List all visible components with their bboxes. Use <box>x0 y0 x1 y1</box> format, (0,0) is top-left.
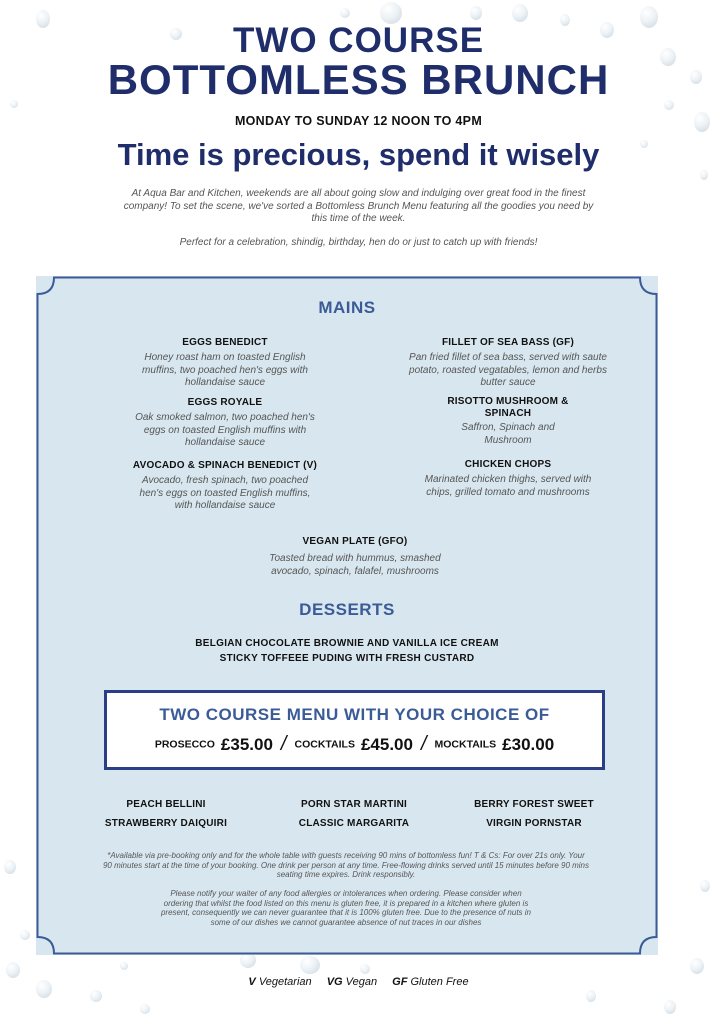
dish-avocado-spinach-benedict <box>110 460 340 513</box>
dessert-item: BELGIAN CHOCOLATE BROWNIE AND VANILLA ICE CREAM <box>195 638 499 649</box>
dish-description: Oak smoked salmon, two poached hen's eggs on toasted English muffins with hollandaise sauce <box>135 412 315 448</box>
intro-paragraph-2: Perfect for a celebration, shindig, birthday, hen do or just to catch up with friends! <box>179 237 538 248</box>
dish-name: FILLET OF SEA BASS (GF) <box>441 337 574 348</box>
desserts-title: DESSERTS <box>299 600 395 619</box>
dish-vegan-plate <box>230 536 480 578</box>
drink-item: CLASSIC MARGARITA <box>298 818 410 829</box>
pricing-box <box>104 690 605 770</box>
cocktails-price: £45.00 <box>360 734 413 754</box>
dish-description: Toasted bread with hummus, smashed avocado, spinach, falafel, mushrooms <box>269 553 441 577</box>
dish-description: Avocado, fresh spinach, two poached hen's eggs on toasted English muffins, with hollandaise sauce <box>139 475 311 511</box>
pricing-options <box>107 733 602 756</box>
legend-label: Vegetarian <box>258 976 312 988</box>
prosecco-price: £35.00 <box>220 734 273 754</box>
price-separator: / <box>420 733 427 755</box>
drink-item: PORN STAR MARTINI <box>301 799 407 810</box>
drink-item: STRAWBERRY DAIQUIRI <box>104 818 228 829</box>
mocktails-label: MOCKTAILS <box>434 738 497 751</box>
dish-name: EGGS BENEDICT <box>182 337 268 348</box>
dish-description: Honey roast ham on toasted English muffins, two poached hen's eggs with hollandaise sauce <box>142 352 308 388</box>
title-line-1: TWO COURSE <box>232 21 485 60</box>
dish-eggs-benedict <box>110 337 340 390</box>
mains-title: MAINS <box>318 298 376 317</box>
prosecco-label: PROSECCO <box>154 738 215 751</box>
dish-name: CHICKEN CHOPS <box>464 459 552 470</box>
legend-label: Gluten Free <box>410 976 469 988</box>
dish-eggs-royale <box>110 397 340 450</box>
dish-fillet-of-sea-bass <box>392 337 624 390</box>
dish-description: Pan fried fillet of sea bass, served with saute potato, roasted vegatables, lemon and herbs butter sauce <box>409 352 607 388</box>
dish-name: RISOTTO MUSHROOM & SPINACH <box>447 396 569 419</box>
dish-description: Marinated chicken thighs, served with chips, grilled tomato and mushrooms <box>424 474 592 498</box>
drink-item: BERRY FOREST SWEET <box>474 799 594 810</box>
tagline: Time is precious, spend it wisely <box>117 137 600 172</box>
drink-item: VIRGIN PORNSTAR <box>486 818 582 829</box>
dish-name: EGGS ROYALE <box>187 397 263 408</box>
allergy-text: Please notify your waiter of any food allergies or intolerances when ordering. Please consider when ordering that whilst the food listed on this menu is gluten free, it is prepared in a kitchen where gluten is present, consequently we can never guarantee that it is 100% gluten free. Due to the presence of nuts in some of our dishes we cannot guarantee absence of nut traces in our dishes <box>160 889 531 927</box>
legend-code: GF <box>392 976 408 988</box>
opening-days: MONDAY TO SUNDAY 12 NOON TO 4PM <box>234 114 483 128</box>
legend-code: V <box>248 976 256 988</box>
mocktails-price: £30.00 <box>502 734 555 754</box>
dish-description: Saffron, Spinach and Mushroom <box>461 422 555 446</box>
terms-text: *Available via pre-booking only and for the whole table with guests receiving 90 mins of bottomless fun! T & Cs: For over 21s only. Your 90 minutes start at the time of your booking. One drink per person at any time. Free-flowing drinks served until 15 minutes before 90 mins seating time expires. Drink responsibly. <box>102 851 589 880</box>
pricing-title: TWO COURSE MENU WITH YOUR CHOICE OF <box>159 705 550 724</box>
dish-risotto-mushroom-spinach <box>392 396 624 447</box>
dish-chicken-chops <box>392 459 624 499</box>
title-line-2: BOTTOMLESS BRUNCH <box>107 56 610 103</box>
legend-label: Vegan <box>345 976 378 988</box>
drink-item: PEACH BELLINI <box>126 799 206 810</box>
intro-paragraph: At Aqua Bar and Kitchen, weekends are all about going slow and indulging over great food in the finest company! To set the scene, we've sorted a Bottomless Brunch Menu featuring all the goodies you need by this time of the week. <box>123 188 594 224</box>
dish-name: VEGAN PLATE (GFO) <box>302 536 408 547</box>
cocktails-label: COCKTAILS <box>294 738 355 751</box>
dish-name: AVOCADO & SPINACH BENEDICT (V) <box>132 460 318 471</box>
dessert-item: STICKY TOFFEEE PUDING WITH FRESH CUSTARD <box>219 653 475 664</box>
legend-code: VG <box>326 976 343 988</box>
price-separator: / <box>280 733 287 755</box>
dietary-legend <box>0 976 717 988</box>
